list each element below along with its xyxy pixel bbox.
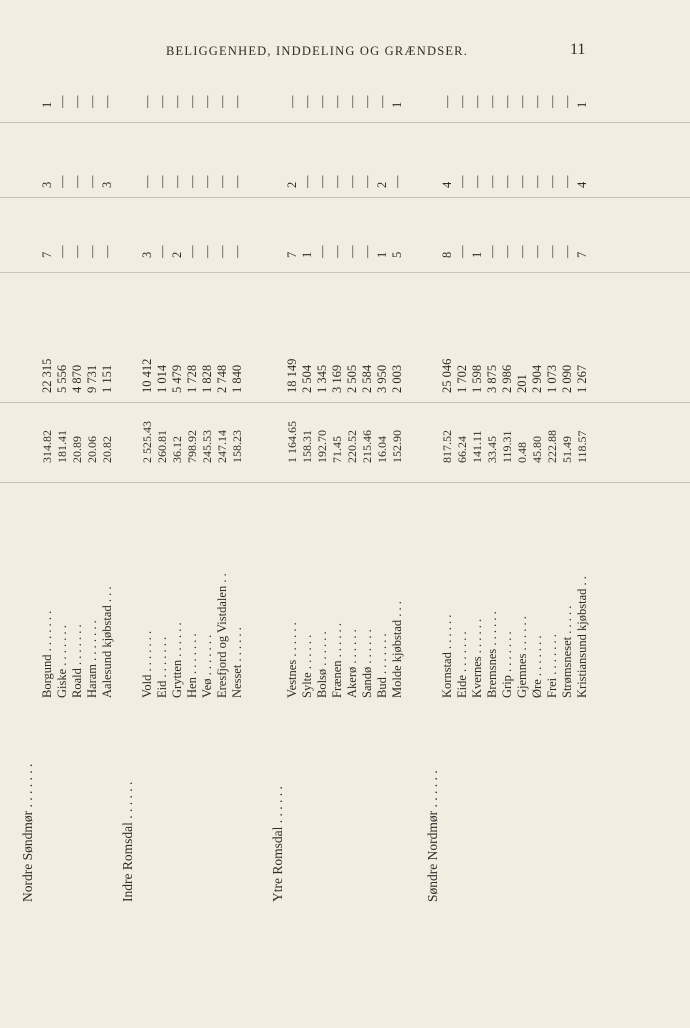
- municipality-name: Haram . . . . . . .: [85, 620, 99, 698]
- col-7-value: —: [515, 245, 529, 258]
- col-9-value: —: [200, 95, 214, 108]
- header-title: BELIGGENHED, INDDELING OG GRÆNDSER.: [166, 44, 469, 58]
- population-value: 2 986: [500, 364, 514, 393]
- municipality-name: Molde kjøbstad . . .: [390, 601, 404, 698]
- col-8-value: —: [140, 175, 154, 188]
- col-7-value: —: [315, 245, 329, 258]
- table-row: [530, 0, 545, 1028]
- col-9-value: —: [500, 95, 514, 108]
- col-8-value: 3: [40, 181, 54, 188]
- area-value: 260.81: [155, 430, 169, 463]
- col-7-value: —: [500, 245, 514, 258]
- col-7-value: —: [85, 245, 99, 258]
- municipality-name: Bud . . . . . . .: [375, 633, 389, 698]
- municipality-name: Kornstad . . . . . .: [440, 614, 454, 698]
- area-value: 51.49: [560, 436, 574, 463]
- region-label: Indre Romsdal . . . . . .: [120, 781, 135, 902]
- col-8-value: —: [155, 175, 169, 188]
- col-7-value: 5: [390, 251, 404, 258]
- municipality-name: Øre . . . . . . .: [530, 635, 544, 698]
- population-value: 2 504: [300, 364, 314, 393]
- municipality-name: Kvernes . . . . . .: [470, 618, 484, 698]
- col-9-value: —: [55, 95, 69, 108]
- population-value: 1 828: [200, 364, 214, 393]
- col-8-value: —: [300, 175, 314, 188]
- col-8-value: 2: [285, 181, 299, 188]
- col-8-value: —: [345, 175, 359, 188]
- region-label: Nordre Søndmør . . . . . . .: [20, 763, 35, 902]
- area-value: 45.80: [530, 436, 544, 463]
- municipality-name: Bremsnes . . . . . .: [485, 611, 499, 698]
- col-7-value: 3: [140, 251, 154, 258]
- col-7-value: —: [530, 245, 544, 258]
- col-8-value: —: [515, 175, 529, 188]
- population-value: 9 731: [85, 364, 99, 393]
- population-value: 25 046: [440, 358, 454, 393]
- col-7-value: 7: [575, 251, 589, 258]
- region-label: Søndre Nordmør . . . . . .: [425, 770, 440, 902]
- area-value: 0.48: [515, 442, 529, 463]
- area-value: 222.88: [545, 430, 559, 463]
- col-8-value: 2: [375, 181, 389, 188]
- col-9-value: 1: [575, 101, 589, 108]
- col-7-value: —: [455, 245, 469, 258]
- table-row: [455, 0, 470, 1028]
- col-8-value: —: [470, 175, 484, 188]
- population-value: 1 702: [455, 364, 469, 393]
- area-value: 798.92: [185, 430, 199, 463]
- col-7-value: —: [215, 245, 229, 258]
- col-9-value: —: [485, 95, 499, 108]
- municipality-name: Veø . . . . . . .: [200, 634, 214, 698]
- area-value: 118.57: [575, 430, 589, 463]
- population-value: 5 479: [170, 364, 184, 393]
- region-label: Ytre Romsdal . . . . . .: [270, 786, 285, 902]
- population-value: 1 267: [575, 364, 589, 393]
- col-7-value: —: [345, 245, 359, 258]
- col-7-value: —: [330, 245, 344, 258]
- area-value: 36.12: [170, 436, 184, 463]
- population-value: 3 875: [485, 364, 499, 393]
- col-7-value: —: [200, 245, 214, 258]
- col-8-value: 4: [440, 181, 454, 188]
- col-8-value: —: [360, 175, 374, 188]
- population-value: 3 950: [375, 364, 389, 393]
- col-7-value: —: [185, 245, 199, 258]
- area-value: 66.24: [455, 436, 469, 463]
- col-7-value: —: [485, 245, 499, 258]
- col-8-value: —: [170, 175, 184, 188]
- area-value: 20.06: [85, 436, 99, 463]
- col-7-value: —: [560, 245, 574, 258]
- col-9-value: —: [315, 95, 329, 108]
- col-9-value: —: [560, 95, 574, 108]
- population-value: 1 728: [185, 364, 199, 393]
- municipality-name: Roald . . . . . . .: [70, 624, 84, 698]
- col-8-value: —: [70, 175, 84, 188]
- col-8-value: —: [485, 175, 499, 188]
- area-value: 71.45: [330, 436, 344, 463]
- col-8-value: —: [215, 175, 229, 188]
- col-9-value: —: [215, 95, 229, 108]
- col-9-value: —: [330, 95, 344, 108]
- col-8-value: —: [315, 175, 329, 188]
- population-value: 2 090: [560, 364, 574, 393]
- col-9-value: —: [345, 95, 359, 108]
- col-8-value: —: [455, 175, 469, 188]
- column-rule: [0, 402, 690, 403]
- col-9-value: —: [515, 95, 529, 108]
- col-9-value: —: [170, 95, 184, 108]
- table-row: [575, 0, 590, 1028]
- population-value: 2 003: [390, 364, 404, 393]
- col-8-value: —: [200, 175, 214, 188]
- col-7-value: 7: [285, 251, 299, 258]
- population-value: 1 151: [100, 364, 114, 393]
- col-8-value: —: [330, 175, 344, 188]
- table-row: [470, 0, 485, 1028]
- table-row: [440, 0, 455, 1028]
- area-value: 141.11: [470, 430, 484, 463]
- area-value: 215.46: [360, 430, 374, 463]
- col-7-value: —: [55, 245, 69, 258]
- col-7-value: 2: [170, 251, 184, 258]
- municipality-name: Grip . . . . . . .: [500, 631, 514, 698]
- population-value: 2 904: [530, 364, 544, 393]
- col-7-value: —: [155, 245, 169, 258]
- col-8-value: —: [390, 175, 404, 188]
- col-9-value: —: [375, 95, 389, 108]
- area-value: 2 525.43: [140, 421, 154, 463]
- col-9-value: —: [70, 95, 84, 108]
- col-9-value: —: [360, 95, 374, 108]
- municipality-name: Frei . . . . . . .: [545, 634, 559, 698]
- municipality-name: Sylte . . . . . .: [300, 634, 314, 698]
- table-row: [545, 0, 560, 1028]
- col-7-value: 1: [375, 251, 389, 258]
- col-8-value: —: [545, 175, 559, 188]
- column-rule: [0, 197, 690, 198]
- col-9-value: —: [530, 95, 544, 108]
- col-9-value: 1: [390, 101, 404, 108]
- col-7-value: —: [230, 245, 244, 258]
- col-7-value: 1: [470, 251, 484, 258]
- col-7-value: —: [70, 245, 84, 258]
- municipality-name: Bolsø . . . . . .: [315, 631, 329, 698]
- area-value: 192.70: [315, 430, 329, 463]
- col-9-value: —: [85, 95, 99, 108]
- area-value: 33.45: [485, 436, 499, 463]
- col-8-value: —: [530, 175, 544, 188]
- table-row: [500, 0, 515, 1028]
- population-value: 1 598: [470, 364, 484, 393]
- area-value: 16.04: [375, 436, 389, 463]
- municipality-name: Vold . . . . . . .: [140, 630, 154, 698]
- col-9-value: —: [285, 95, 299, 108]
- table-row: [485, 0, 500, 1028]
- population-value: 10 412: [140, 358, 154, 393]
- area-value: 220.52: [345, 430, 359, 463]
- column-rule: [0, 482, 690, 483]
- col-7-value: —: [360, 245, 374, 258]
- area-value: 20.89: [70, 436, 84, 463]
- area-value: 817.52: [440, 430, 454, 463]
- col-8-value: —: [85, 175, 99, 188]
- col-9-value: —: [440, 95, 454, 108]
- column-rule: [0, 122, 690, 123]
- col-9-value: —: [140, 95, 154, 108]
- area-value: 247.14: [215, 430, 229, 463]
- area-value: 314.82: [40, 430, 54, 463]
- population-value: 4 870: [70, 364, 84, 393]
- population-value: 3 169: [330, 364, 344, 393]
- population-value: 1 073: [545, 364, 559, 393]
- population-value: 1 345: [315, 364, 329, 393]
- population-value: 5 556: [55, 364, 69, 393]
- municipality-name: Nesset . . . . . .: [230, 627, 244, 698]
- area-value: 20.82: [100, 436, 114, 463]
- population-value: 1 014: [155, 364, 169, 393]
- municipality-name: Eide . . . . . . .: [455, 631, 469, 698]
- municipality-name: Kristiansund kjøbstad . .: [575, 576, 589, 698]
- municipality-name: Akerø . . . . . .: [345, 629, 359, 698]
- area-value: 181.41: [55, 430, 69, 463]
- municipality-name: Aalesund kjøbstad . . .: [100, 586, 114, 698]
- municipality-name: Giske . . . . . . .: [55, 625, 69, 698]
- col-9-value: —: [470, 95, 484, 108]
- col-8-value: 4: [575, 181, 589, 188]
- population-value: 22 315: [40, 358, 54, 393]
- col-7-value: —: [545, 245, 559, 258]
- col-9-value: —: [155, 95, 169, 108]
- population-value: 2 748: [215, 364, 229, 393]
- municipality-name: Strømsneset . . . . .: [560, 605, 574, 698]
- municipality-name: Frænen . . . . . .: [330, 623, 344, 698]
- column-rule: [0, 272, 690, 273]
- area-value: 245.53: [200, 430, 214, 463]
- col-8-value: —: [55, 175, 69, 188]
- population-value: 1 840: [230, 364, 244, 393]
- area-value: 1 164.65: [285, 421, 299, 463]
- table-row: [515, 0, 530, 1028]
- population-value: 2 505: [345, 364, 359, 393]
- col-7-value: 8: [440, 251, 454, 258]
- col-8-value: —: [500, 175, 514, 188]
- col-7-value: 1: [300, 251, 314, 258]
- municipality-name: Eresfjord og Vistdalen . .: [215, 573, 229, 698]
- col-7-value: —: [100, 245, 114, 258]
- population-value: 18 149: [285, 358, 299, 393]
- area-value: 119.31: [500, 430, 514, 463]
- area-value: 158.23: [230, 430, 244, 463]
- col-9-value: —: [300, 95, 314, 108]
- col-8-value: —: [560, 175, 574, 188]
- municipality-name: Eid . . . . . . .: [155, 636, 169, 698]
- page-number: 11: [570, 41, 586, 58]
- col-9-value: —: [230, 95, 244, 108]
- municipality-name: Gjemnes . . . . . .: [515, 616, 529, 698]
- col-9-value: —: [185, 95, 199, 108]
- table-row: [560, 0, 575, 1028]
- col-9-value: —: [100, 95, 114, 108]
- col-9-value: 1: [40, 101, 54, 108]
- area-value: 152.90: [390, 430, 404, 463]
- municipality-name: Sandø . . . . . .: [360, 629, 374, 698]
- col-8-value: —: [185, 175, 199, 188]
- col-9-value: —: [455, 95, 469, 108]
- municipality-name: Hen . . . . . . .: [185, 633, 199, 698]
- col-8-value: 3: [100, 181, 114, 188]
- area-value: 158.31: [300, 430, 314, 463]
- col-9-value: —: [545, 95, 559, 108]
- population-value: 2 584: [360, 364, 374, 393]
- population-value: 201: [515, 374, 529, 393]
- col-8-value: —: [230, 175, 244, 188]
- municipality-name: Grytten . . . . . .: [170, 622, 184, 698]
- col-7-value: 7: [40, 251, 54, 258]
- municipality-name: Vestnes . . . . . .: [285, 622, 299, 698]
- municipality-name: Borgund . . . . . . .: [40, 610, 54, 698]
